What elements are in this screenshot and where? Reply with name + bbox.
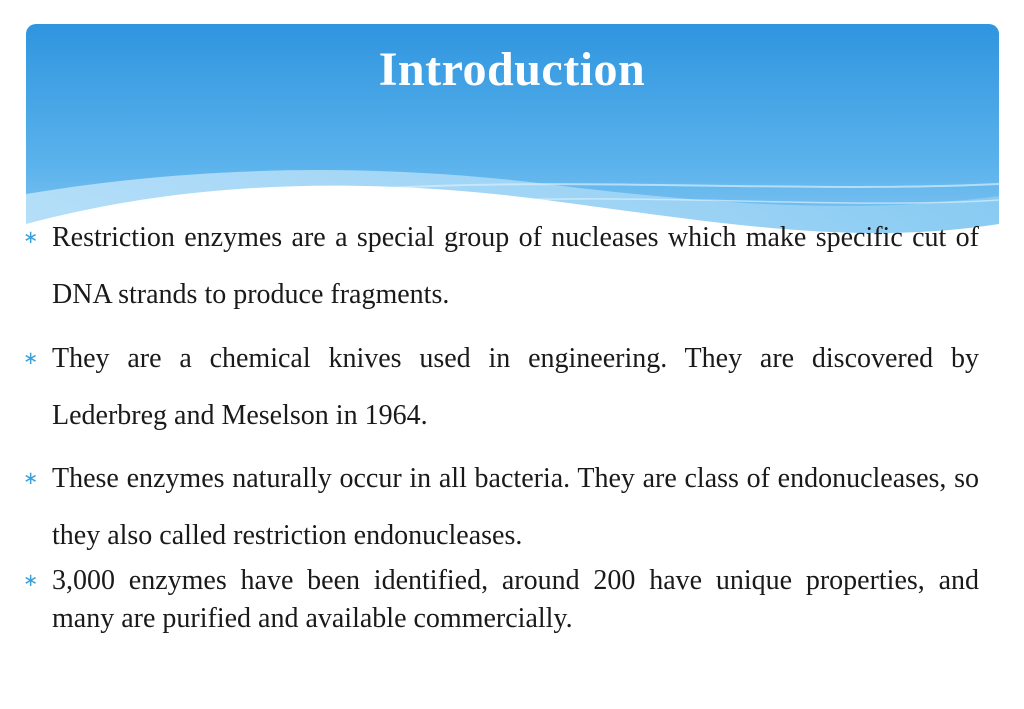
bullet-text: Restriction enzymes are a special group of nucleases which make specific cut of DNA strands to produce fragments. [52,222,979,310]
bullet-item [23,562,979,638]
bullet-text: They are a chemical knives used in engineering. They are discovered by Lederbreg and Meselson in 1964. [52,343,979,431]
asterisk-bullet-icon: ∗ [23,348,39,369]
bullet-item [23,209,979,323]
asterisk-bullet-icon: ∗ [23,227,39,248]
asterisk-bullet-icon: ∗ [23,468,39,489]
slide-title: Introduction [378,43,646,96]
asterisk-bullet-icon: ∗ [23,570,39,591]
bullet-text: These enzymes naturally occur in all bacteria. They are class of endonucleases, so they also called restriction endonucleases. [52,463,979,551]
bullet-item [23,330,979,444]
bullet-text: 3,000 enzymes have been identified, around 200 have unique properties, and many are purified and available commercially. [52,565,979,634]
bullet-item [23,450,979,564]
